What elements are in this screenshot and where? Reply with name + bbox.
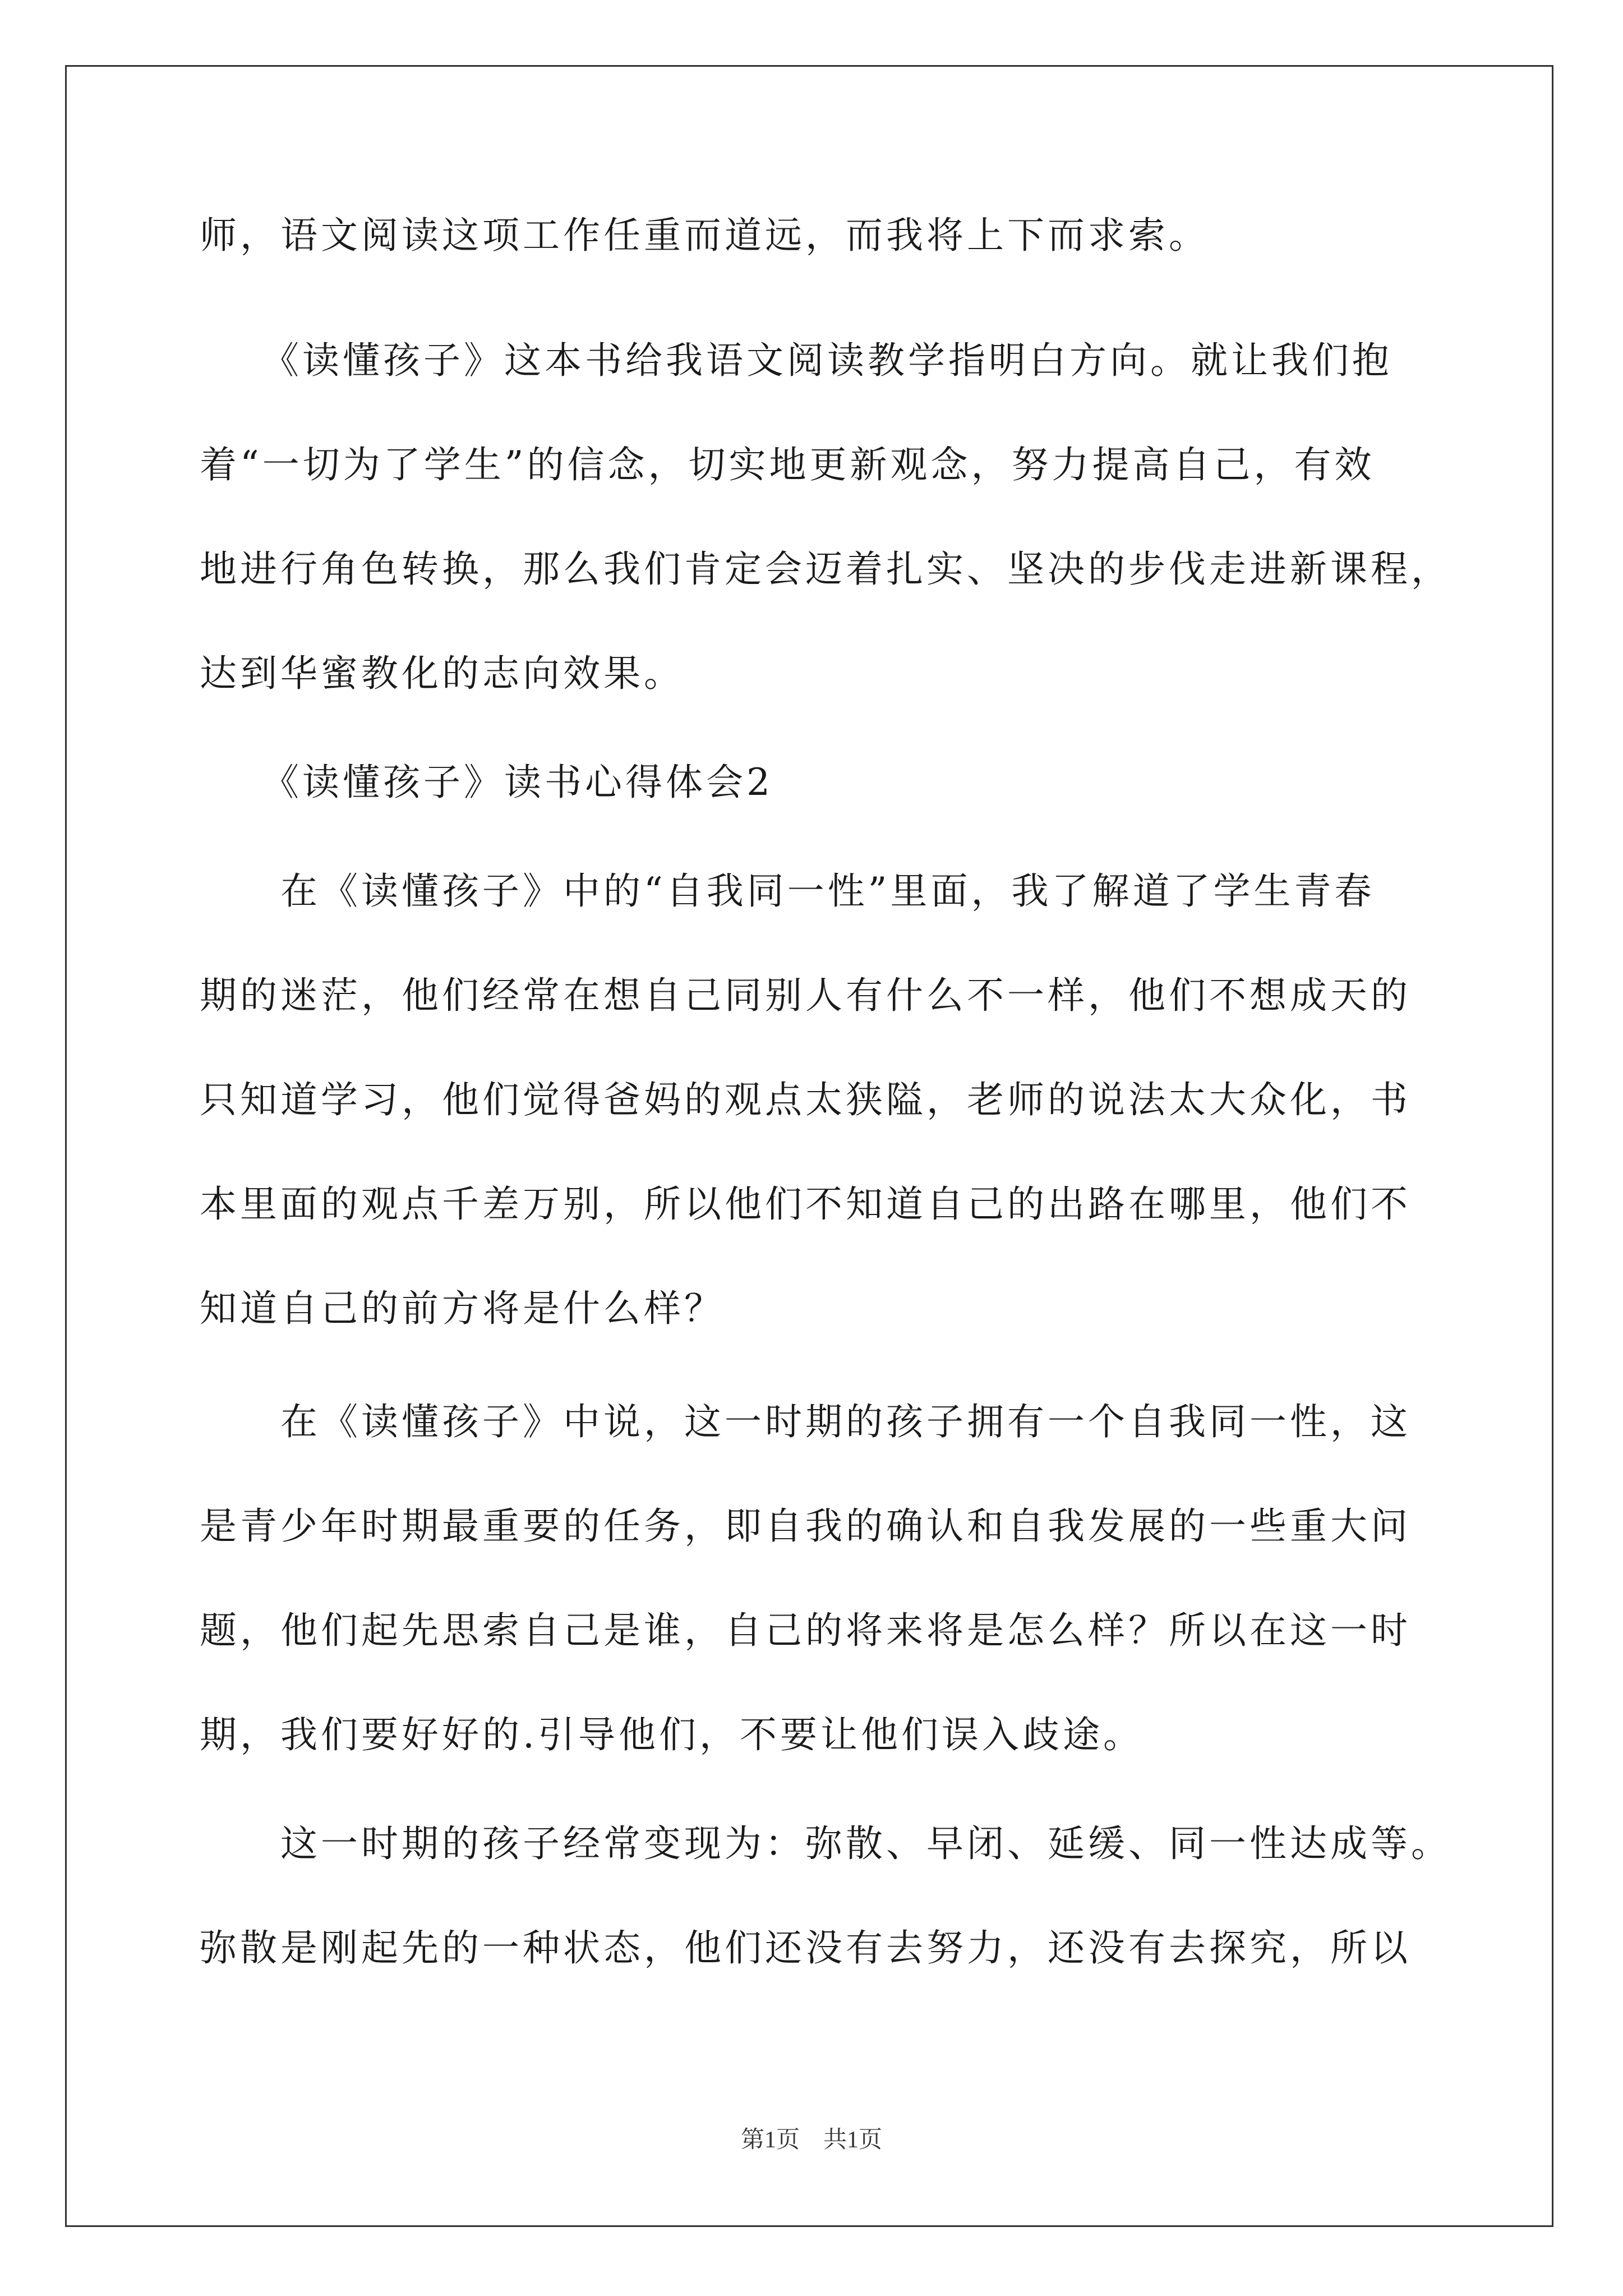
text-line: 在《读懂孩子》中说，这一时期的孩子拥有一个自我同一性，这 [200, 1400, 1411, 1443]
text-line: 期的迷茫，他们经常在想自己同别人有什么不一样，他们不想成天的 [200, 974, 1411, 1017]
text-line: 期，我们要好好的.引导他们，不要让他们误入歧途。 [200, 1713, 1144, 1756]
text-line: 在《读懂孩子》中的“自我同一性”里面，我了解道了学生青春 [200, 869, 1375, 913]
text-line: 地进行角色转换，那么我们肯定会迈着扎实、坚决的步伐走进新课程， [200, 547, 1451, 591]
text-line: 这一时期的孩子经常变现为：弥散、早闭、延缓、同一性达成等。 [200, 1822, 1451, 1865]
text-line: 达到华蜜教化的志向效果。 [200, 652, 684, 695]
text-line: 只知道学习，他们觉得爸妈的观点太狭隘，老师的说法太大众化，书 [200, 1078, 1411, 1121]
text-line: 是青少年时期最重要的任务，即自我的确认和自我发展的一些重大问 [200, 1504, 1411, 1548]
text-line: 知道自己的前方将是什么样？ [200, 1287, 725, 1330]
text-line: 本里面的观点千差万别，所以他们不知道自己的出路在哪里，他们不 [200, 1182, 1411, 1226]
page-footer: 第1页 共1页 [740, 2127, 882, 2153]
page-border [65, 65, 1553, 2227]
text-line: 着“一切为了学生”的信念，切实地更新观念，努力提高自己，有效 [200, 443, 1375, 486]
text-line: 题，他们起先思索自己是谁，自己的将来将是怎么样？所以在这一时 [200, 1609, 1411, 1652]
section-heading: 《读懂孩子》读书心得体会2 [200, 761, 773, 804]
text-line: 弥散是刚起先的一种状态，他们还没有去努力，还没有去探究，所以 [200, 1926, 1411, 1970]
text-line: 师，语文阅读这项工作任重而道远，而我将上下而求索。 [200, 214, 1209, 257]
text-line: 《读懂孩子》这本书给我语文阅读教学指明白方向。就让我们抱 [200, 339, 1393, 382]
